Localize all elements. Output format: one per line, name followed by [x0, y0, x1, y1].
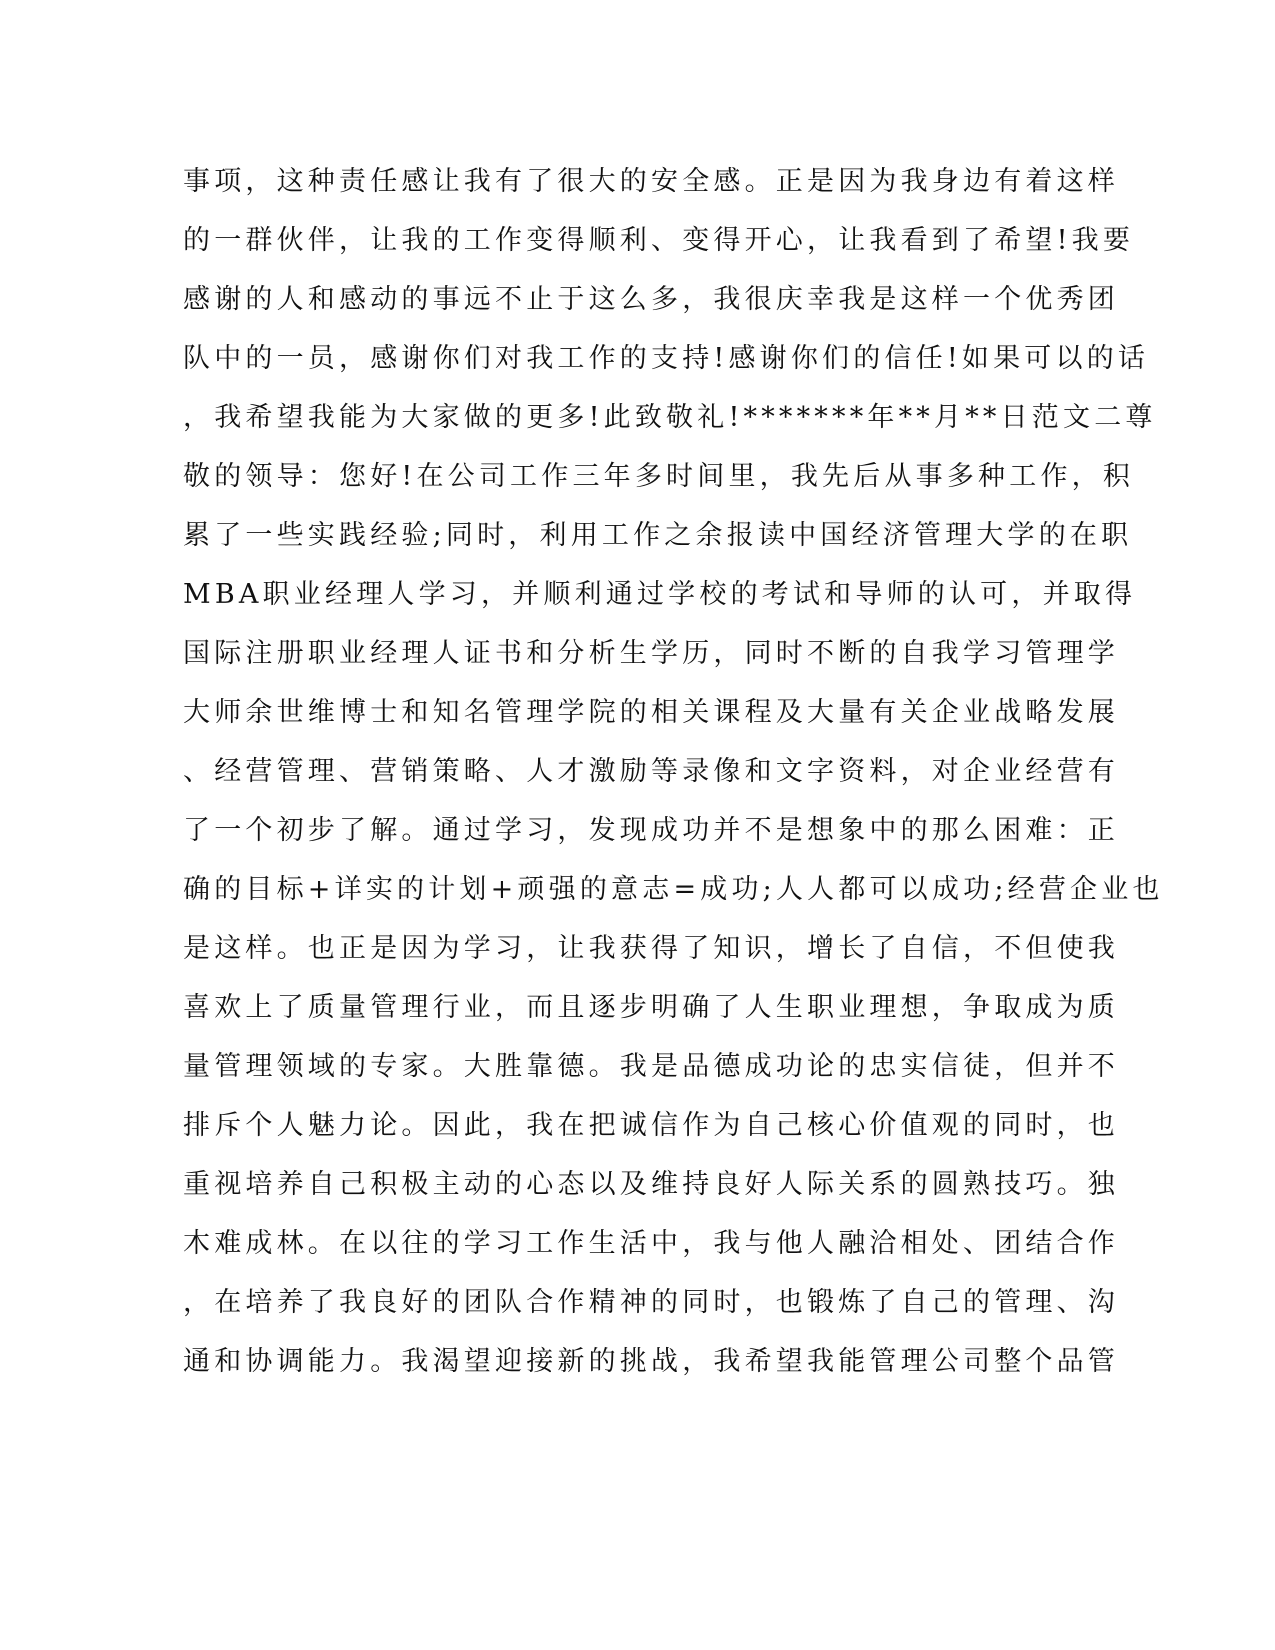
text-line: 木难成林。在以往的学习工作生活中，我与他人融洽相处、团结合作 — [183, 1228, 1119, 1259]
text-line: 重视培养自己积极主动的心态以及维持良好人际关系的圆熟技巧。独 — [183, 1169, 1119, 1200]
text-line: 、经营管理、营销策略、人才激励等录像和文字资料，对企业经营有 — [183, 756, 1119, 787]
text-line: 确的目标+详实的计划+顽强的意志=成功;人人都可以成功;经营企业也 — [183, 874, 1164, 905]
text-line: 量管理领域的专家。大胜靠德。我是品德成功论的忠实信徒，但并不 — [183, 1051, 1119, 1082]
document-body — [183, 158, 1164, 1397]
text-line: 喜欢上了质量管理行业，而且逐步明确了人生职业理想，争取成为质 — [183, 992, 1119, 1023]
text-line: 敬的领导：您好!在公司工作三年多时间里，我先后从事多种工作，积 — [183, 461, 1135, 492]
text-line: ，我希望我能为大家做的更多!此致敬礼!*******年**月**日范文二尊 — [183, 402, 1157, 433]
text-line: 大师余世维博士和知名管理学院的相关课程及大量有关企业战略发展 — [183, 697, 1119, 728]
text-line: 事项，这种责任感让我有了很大的安全感。正是因为我身边有着这样 — [183, 166, 1119, 197]
text-line: 是这样。也正是因为学习，让我获得了知识，增长了自信，不但使我 — [183, 933, 1119, 964]
text-line: 的一群伙伴，让我的工作变得顺利、变得开心，让我看到了希望!我要 — [183, 225, 1135, 256]
text-line: 队中的一员，感谢你们对我工作的支持!感谢你们的信任!如果可以的话 — [183, 343, 1150, 374]
text-line: 排斥个人魅力论。因此，我在把诚信作为自己核心价值观的同时，也 — [183, 1110, 1119, 1141]
text-line: 累了一些实践经验;同时，利用工作之余报读中国经济管理大学的在职 — [183, 520, 1133, 551]
text-line: ，在培养了我良好的团队合作精神的同时，也锻炼了自己的管理、沟 — [183, 1287, 1119, 1318]
text-line: 感谢的人和感动的事远不止于这么多，我很庆幸我是这样一个优秀团 — [183, 284, 1119, 315]
text-line: 通和协调能力。我渴望迎接新的挑战，我希望我能管理公司整个品管 — [183, 1346, 1119, 1377]
text-line: 国际注册职业经理人证书和分析生学历，同时不断的自我学习管理学 — [183, 638, 1119, 669]
text-line: MBA职业经理人学习，并顺利通过学校的考试和导师的认可，并取得 — [183, 579, 1137, 610]
text-line: 了一个初步了解。通过学习，发现成功并不是想象中的那么困难：正 — [183, 815, 1119, 846]
